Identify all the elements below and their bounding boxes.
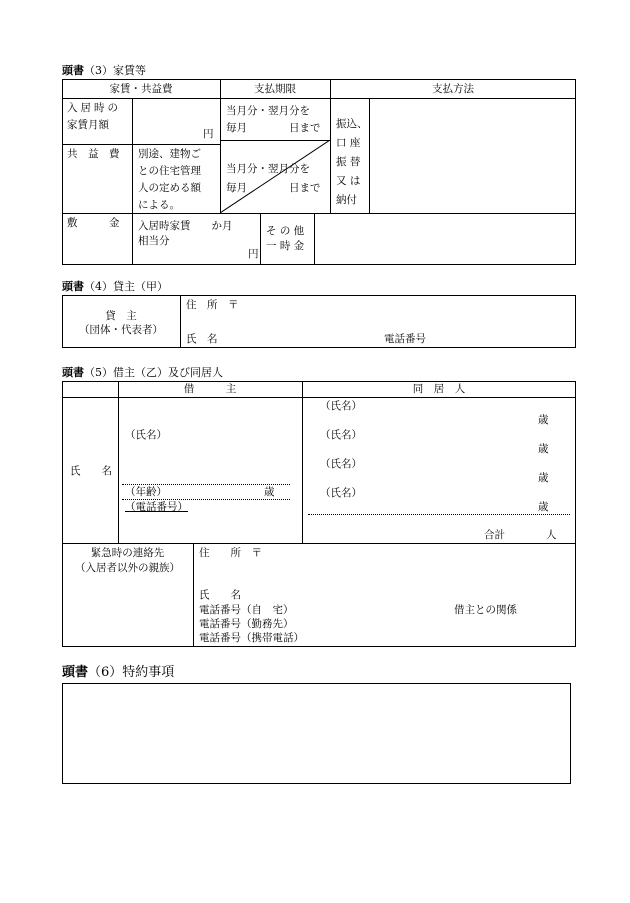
common-fee-text1: 別途、建物ご — [138, 148, 201, 160]
cohab-name-2: （氏名） — [320, 429, 362, 441]
emergency-phone-work: 電話番号（勤務先） — [199, 618, 294, 630]
col-lessee-header: 借 主 — [183, 383, 237, 395]
lessee-phone: （電話番号） — [125, 501, 188, 513]
due-rent-line1: 当月分・翌月分を — [226, 105, 310, 117]
rent-yen: 円 — [203, 128, 214, 140]
col-method-header: 支払方法 — [432, 83, 474, 95]
due-common-line1: 当月分・翌月分を — [226, 163, 310, 175]
common-fee-label: 共 益 費 — [67, 148, 120, 160]
col-due-header: 支払期限 — [254, 83, 296, 95]
due-common-month: 毎月 — [226, 182, 247, 194]
cohab-age-1: 歳 — [538, 414, 549, 426]
emergency-name: 氏 名 — [199, 589, 241, 601]
emergency-phone-home: 電話番号（自 宅） — [199, 604, 294, 616]
method-line5: 納付 — [336, 194, 357, 206]
cohab-total-unit: 人 — [546, 529, 557, 541]
lessee-age-unit: 歳 — [264, 486, 275, 498]
emergency-phone-mobile: 電話番号（携帯電話） — [199, 632, 304, 644]
emergency-address: 住 所 〒 — [199, 547, 262, 559]
cohab-name-4: （氏名） — [320, 487, 362, 499]
deposit-yen: 円 — [248, 248, 259, 260]
emergency-contact-label: 緊急時の連絡先 — [90, 547, 165, 559]
col-cohab-header: 同 居 人 — [412, 383, 466, 395]
common-fee-text2: との住宅管理 — [138, 165, 201, 177]
cohab-age-3: 歳 — [538, 472, 549, 484]
emergency-relation: 借主との関係 — [454, 604, 517, 616]
section4-heading: 頭書（4）貸主（甲） — [62, 280, 168, 293]
lessor-name: 氏 名 — [186, 333, 218, 345]
cohab-name-3: （氏名） — [320, 458, 362, 470]
other-fee-label1: そ の 他 — [266, 225, 305, 237]
diagonal-strike — [220, 140, 330, 213]
col-rent-header: 家賃・共益費 — [109, 83, 173, 95]
due-rent-day: 日まで — [289, 122, 321, 134]
rent-label: 入居時の — [67, 102, 121, 114]
deposit-label: 敷 金 — [67, 217, 120, 229]
lessor-phone: 電話番号 — [384, 333, 426, 345]
method-line1: 振込、 — [336, 118, 368, 130]
cohab-total-label: 合計 — [484, 529, 505, 541]
other-fee-label2: 一 時 金 — [266, 240, 305, 252]
lessor-sublabel: （団体・代表者） — [79, 324, 163, 336]
rent-label-2: 家賃月額 — [67, 119, 109, 131]
lessor-label: 貸 主 — [105, 310, 137, 322]
due-rent-month: 毎月 — [226, 122, 247, 134]
method-line4: 又 は — [336, 175, 361, 187]
lessee-age: （年齢） — [125, 486, 167, 498]
cohab-age-4: 歳 — [538, 501, 549, 513]
lessee-name: （氏名） — [125, 429, 167, 441]
deposit-text1: 入居時家賃 か月 — [138, 220, 233, 232]
section3-heading: 頭書（3）家賃等 — [62, 64, 146, 77]
common-fee-text3: 人の定める額 — [138, 182, 201, 194]
name-row-label: 氏 名 — [70, 465, 112, 477]
common-fee-text4: による。 — [138, 199, 180, 211]
emergency-contact-sublabel: （入居者以外の親族） — [75, 562, 180, 574]
lessor-address: 住 所 〒 — [186, 299, 239, 311]
method-line3: 振 替 — [336, 156, 361, 168]
due-common-day: 日まで — [289, 182, 321, 194]
section6-heading: 頭書（6）特約事項 — [62, 665, 175, 680]
special-terms-box[interactable] — [62, 683, 571, 784]
method-line2: 口 座 — [336, 137, 361, 149]
cohab-name-1: （氏名） — [320, 400, 362, 412]
section5-heading: 頭書（5）借主（乙）及び同居人 — [62, 366, 223, 379]
cohab-age-2: 歳 — [538, 443, 549, 455]
deposit-text2: 相当分 — [138, 235, 170, 247]
